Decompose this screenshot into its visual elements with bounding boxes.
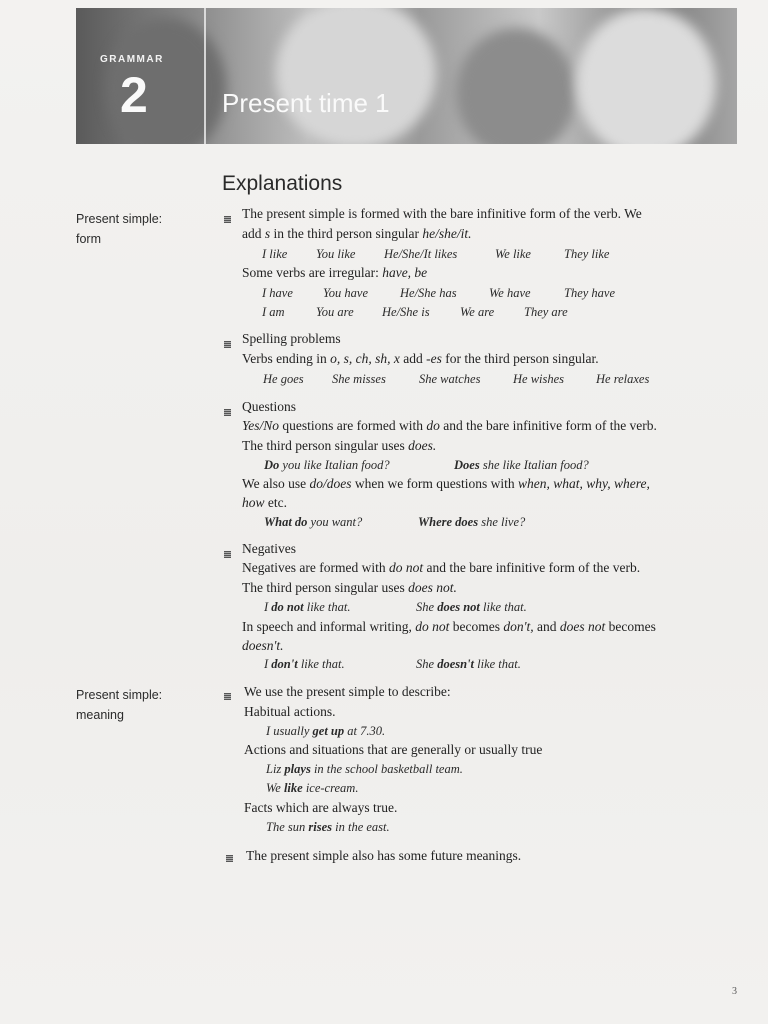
side-label-line: form [76,232,101,246]
text: Verbs ending in [242,351,331,366]
text: you want? [307,515,363,529]
text: Some verbs are irregular: [242,265,383,280]
text: do/does [309,476,352,491]
text: We also use [242,476,310,491]
text: when, what, why, where, [518,476,650,491]
text: and [533,619,560,634]
bullet-icon [224,551,231,558]
series-label: GRAMMAR [100,54,164,65]
text: get up [312,724,345,738]
conj-item: They are [524,305,568,319]
text: does not. [408,580,457,595]
question-example-2 [454,458,589,473]
text: doesn't. [242,638,284,653]
conj-item: We like [495,247,531,261]
bullet-icon [224,693,231,700]
text: in the third person singular [270,226,423,241]
questions-line-3 [242,476,650,492]
meaning-example-4 [266,820,390,835]
conj-item: We are [460,305,495,319]
page-number: 3 [732,986,737,997]
text: like that. [474,657,521,671]
text: In speech and informal writing, [242,619,416,634]
conj-item: They have [564,286,616,300]
conj-item: You have [323,286,369,300]
conj-item: I have [262,286,293,300]
text: I usually [266,724,313,738]
meaning-example-2 [266,762,463,777]
form-line-2 [242,226,472,242]
negatives-title: Negatives [242,541,296,556]
meaning-facts: Facts which are always true. [244,800,398,815]
text: like [283,781,303,795]
text: do [426,418,440,433]
text: s [264,226,271,241]
spelling-example: He wishes [513,372,565,386]
photo-figure [456,28,576,144]
text: how [242,495,265,510]
text: Where does [418,515,479,529]
text: at 7.30. [344,724,386,738]
negative-example-3 [264,657,345,672]
text: questions are formed with [279,418,427,433]
negative-example-2 [416,600,527,615]
photo-figure [576,8,716,144]
text: do not [388,560,424,575]
text: do not [415,619,450,634]
text: like that. [297,657,345,671]
negatives-line-1 [242,560,640,576]
question-example-1 [264,458,390,473]
text: I [264,600,272,614]
text: Liz [266,762,285,776]
text: add [399,351,427,366]
text: She [416,600,438,614]
text: does not [437,600,480,614]
text: -es [426,351,442,366]
text: she live? [478,515,526,529]
side-label-line: Present simple: [76,688,163,702]
text: She [416,657,438,671]
side-label-line: Present simple: [76,212,163,226]
text: she like Italian food? [479,458,589,472]
meaning-habitual: Habitual actions. [244,704,336,719]
text: etc. [264,495,288,510]
questions-title: Questions [242,399,296,414]
negatives-line-2 [242,580,457,596]
side-label-meaning [76,685,162,725]
question-example-3 [264,515,362,530]
unit-banner [76,8,737,144]
text: The third person singular uses [242,580,409,595]
questions-line-2 [242,438,436,454]
spelling-example: He relaxes [596,372,650,386]
negatives-line-4 [242,638,284,654]
conj-item: I am [262,305,285,319]
negative-example-4 [416,657,521,672]
text: We [266,781,284,795]
form-irregular [242,265,427,281]
text: does not [559,619,606,634]
text: and the bare infinitive form of the verb. [423,560,641,575]
text: have, be [382,265,428,280]
bullet-icon [224,409,231,416]
questions-line-1 [242,418,657,434]
text: Yes/No [242,418,280,433]
conj-item: You like [316,247,356,261]
text: becomes [605,619,656,634]
banner-divider [204,8,206,144]
text: don't, [503,619,534,634]
text: The sun [266,820,309,834]
conj-item: He/She/It likes [384,247,458,261]
text: The third person singular uses [242,438,409,453]
text: o, s, ch, sh, x [330,351,400,366]
form-line-1: The present simple is formed with the bare infinitive form of the verb. We [242,206,642,221]
bullet-icon [224,216,231,223]
side-label-line: meaning [76,708,124,722]
question-example-4 [418,515,525,530]
text: becomes [449,619,504,634]
text: doesn't [437,657,474,671]
spelling-title: Spelling problems [242,331,341,346]
text: Does [454,458,480,472]
text: and the bare infinitive form of the verb. [439,418,657,433]
conj-item: We have [489,286,531,300]
text: for the third person singular. [441,351,599,366]
side-label-form [76,209,162,249]
text: like that. [479,600,527,614]
text: rises [308,820,332,834]
unit-number: 2 [120,67,148,123]
section-heading: Explanations [222,172,343,195]
text: Do [264,458,280,472]
meaning-future: The present simple also has some future meanings. [246,848,522,863]
meaning-intro: We use the present simple to describe: [244,684,451,699]
negatives-line-3 [242,619,656,635]
text: like that. [303,600,351,614]
unit-title: Present time 1 [222,88,390,118]
conj-item: You are [316,305,354,319]
meaning-general: Actions and situations that are generally or usually true [244,742,543,757]
bullet-icon [226,855,233,862]
meaning-example-3 [266,781,358,796]
questions-line-4 [242,495,287,511]
text: does. [408,438,437,453]
text: plays [284,762,311,776]
conj-item: He/She has [400,286,457,300]
text: he/she/it. [422,226,472,241]
text: What do [264,515,308,529]
conj-item: He/She is [382,305,430,319]
negative-example-1 [264,600,350,615]
text: I [264,657,272,671]
meaning-example-1 [266,724,385,739]
text: do not [271,600,304,614]
spelling-example: She watches [419,372,481,386]
bullet-icon [224,341,231,348]
spelling-rule [242,351,599,367]
text: in the school basketball team. [310,762,463,776]
text: Negatives are formed with [242,560,389,575]
photo-figure [276,8,436,144]
text: ice-cream. [302,781,359,795]
text: when we form questions with [351,476,519,491]
spelling-example: She misses [332,372,386,386]
conj-item: I like [262,247,288,261]
conj-item: They like [564,247,610,261]
spelling-example: He goes [263,372,304,386]
text: don't [271,657,298,671]
text: add [242,226,265,241]
text: in the east. [332,820,390,834]
text: you like Italian food? [279,458,390,472]
